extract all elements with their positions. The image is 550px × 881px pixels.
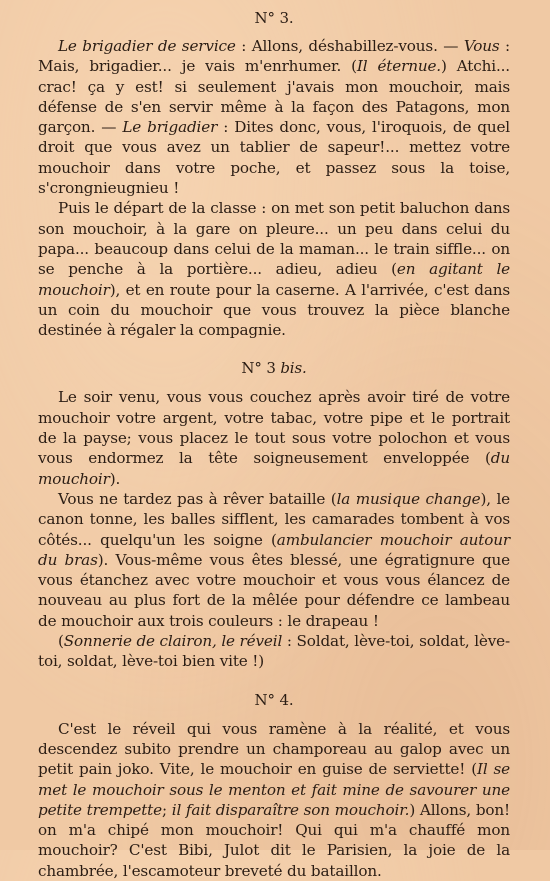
speaker-vous: Vous xyxy=(463,37,500,55)
stage-direction: Il se met le mouchoir sous le menton et fait mine de savourer une petite trempette xyxy=(38,760,510,819)
paragraph-depart-classe: Puis le départ de la classe : on met son petit baluchon dans son mouchoir, à la gare on pleure... un peu dans celui du papa... beaucoup dans celui de la maman... le train siffle... on se penche à la portière... adieu, adieu (en agitant le mouchoir), et en route pour la caserne. A l'arrivée, c'est dans un coin du mouchoir que vous trouvez la pièce blanche destinée à régaler la compagnie. xyxy=(38,199,510,340)
speaker-brigadier-2: Le brigadier xyxy=(122,118,218,137)
stage-direction: la musique change xyxy=(336,489,481,508)
paragraph-soir-venu: Le soir venu, vous vous couchez après avoir tiré de votre mouchoir votre argent, votre tabac, votre pipe et le portrait de la payse; vous placez le tout sous votre polochon et vous vous endormez la tête soigneusement enveloppée (du mouchoir). xyxy=(38,388,510,488)
section-heading-no4: N° 4. xyxy=(254,690,294,709)
stage-direction: Sonnerie de clairon, le réveil xyxy=(63,632,283,651)
paragraph-reveil: C'est le réveil qui vous ramène à la réalité, et vous descendez subito prendre un champoreau au galop avec un petit pain joko. Vite, le mouchoir en guise de serviette! (Il se met le mouchoir sous le menton et fait mine de savourer une petite trempette; il fait disparaître son mouchoir.) Allons, bon! on m'a chipé mon mouchoir! Qui qui m'a chauffé mon mouchoir? C'est Bibi, Julot dit le Parisien, la joie de la chambrée, l'escamoteur breveté du bataillon. xyxy=(38,719,510,880)
book-page xyxy=(38,8,510,881)
paragraph-clairon: (Sonnerie de clairon, le réveil : Soldat, lève-toi, soldat, lève-toi, soldat, lève-toi bien vite !) xyxy=(38,632,510,671)
stage-direction: en agitant le mouchoir xyxy=(38,260,510,299)
speaker-brigadier: Le brigadier de service xyxy=(58,37,236,55)
paragraph-brigadier-dialogue: Le brigadier de service : Allons, déshabillez-vous. — Vous : Mais, brigadier... je vais m'enrhumer. (Il éternue.) Atchi... crac! ça y est! si seulement j'avais mon mouchoir, mais défense de s'en servir même à la façon des Patagons, mon garçon. — Le brigadier : Dites donc, vous, l'iroquois, de quel droit que vous avez un tablier de sapeur!... mettez votre mouchoir dans votre poche, et passez sous la toise, s'crongnieugnieu ! xyxy=(38,37,511,198)
stage-direction: il fait disparaître son mouchoir. xyxy=(171,800,410,819)
stage-direction: ambulancier mouchoir autour du bras xyxy=(38,530,510,569)
section-heading-no3: N° 3. xyxy=(254,9,294,27)
stage-direction: Il éternue. xyxy=(356,57,441,76)
paragraph-bataille: Vous ne tardez pas à rêver bataille (la musique change), le canon tonne, les balles sifflent, les camarades tombent à vos côtés... quelqu'un les soigne (ambulancier mouchoir autour du bras). Vous-même vous êtes blessé, une égratignure que vous étanchez avec votre mouchoir et vous vous élancez de nouveau au plus fort de la mêlée pour défendre ce lambeau de mouchoir aux trois couleurs : le drapeau ! xyxy=(38,489,510,630)
stage-direction: du mouchoir xyxy=(38,449,510,488)
section-heading-no3-bis: N° 3 bis. xyxy=(241,359,307,378)
